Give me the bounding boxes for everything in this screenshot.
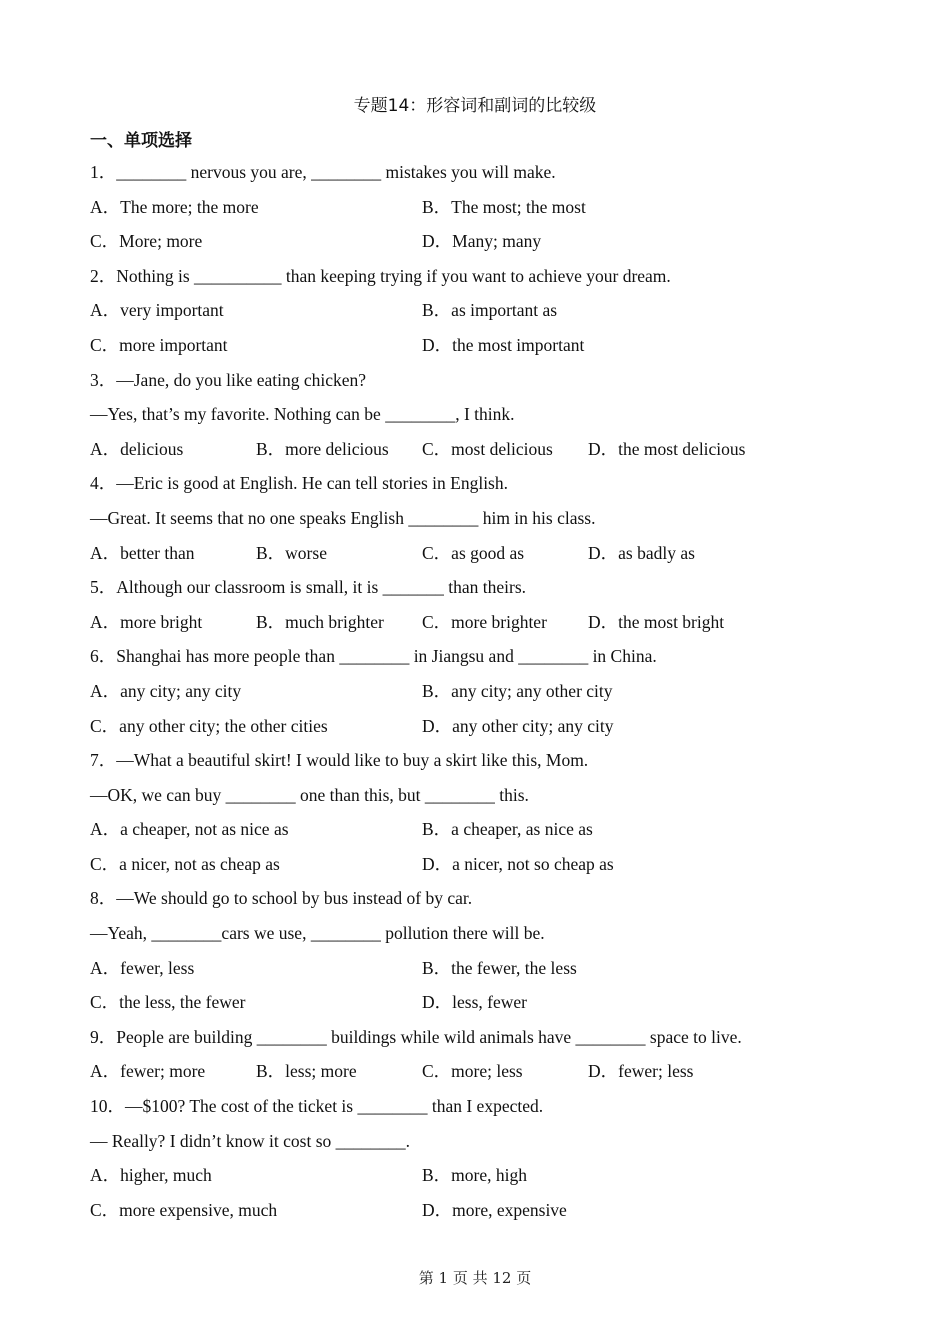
answer-option: C．more important (90, 334, 228, 355)
section-heading: 一、单项选择 (90, 131, 192, 151)
question-line: 10．—$100? The cost of the ticket is ________ than I expected. (90, 1096, 544, 1117)
answer-option: B．less; more (256, 1061, 357, 1082)
answer-option: A．higher, much (90, 1165, 212, 1186)
answer-option: D．a nicer, not so cheap as (422, 853, 614, 874)
question-line: — Really? I didn’t know it cost so ________. (90, 1130, 410, 1151)
answer-option: B．a cheaper, as nice as (422, 819, 593, 840)
answer-option: C．as good as (422, 542, 525, 563)
answer-option: C．more expensive, much (90, 1199, 278, 1220)
question-line: —Great. It seems that no one speaks English ________ him in his class. (90, 507, 596, 528)
answer-option: B．more delicious (256, 438, 389, 459)
options-row (90, 674, 870, 709)
answer-option: A．The more; the more (90, 196, 259, 217)
question-line: —OK, we can buy ________ one than this, but ________ this. (90, 784, 529, 805)
options-row (90, 605, 870, 640)
options-row (90, 328, 870, 363)
answer-option: D．the most delicious (588, 438, 746, 459)
answer-option: B．any city; any other city (422, 680, 613, 701)
answer-option: B．as important as (422, 300, 558, 321)
answer-option: D．any other city; any city (422, 715, 614, 736)
answer-option: B．much brighter (256, 611, 384, 632)
options-row (90, 709, 870, 744)
answer-option: D．as badly as (588, 542, 695, 563)
answer-option: C．More; more (90, 231, 203, 252)
answer-option: C．most delicious (422, 438, 553, 459)
question-line: 9．People are building ________ buildings while wild animals have ________ space to live. (90, 1026, 742, 1047)
answer-option: A．a cheaper, not as nice as (90, 819, 289, 840)
question-line: 3．—Jane, do you like eating chicken? (90, 369, 367, 390)
question-line: —Yeah, ________cars we use, ________ pollution there will be. (90, 923, 545, 944)
answer-option: A．fewer, less (90, 957, 195, 978)
question-line: 8．—We should go to school by bus instead of by car. (90, 888, 473, 909)
answer-option: A．fewer; more (90, 1061, 206, 1082)
question-line: 6．Shanghai has more people than ________ in Jiangsu and ________ in China. (90, 646, 657, 667)
answer-option: C．the less, the fewer (90, 992, 246, 1013)
options-row (90, 985, 870, 1020)
answer-option: B．more, high (422, 1165, 527, 1186)
options-row (90, 293, 870, 328)
answer-option: B．worse (256, 542, 327, 563)
question-line: 5．Although our classroom is small, it is _______ than theirs. (90, 577, 527, 598)
question-line: 7．—What a beautiful skirt! I would like to buy a skirt like this, Mom. (90, 750, 589, 771)
question-line: 1．________ nervous you are, ________ mistakes you will make. (90, 162, 556, 182)
options-row (90, 536, 870, 571)
answer-option: D．the most bright (588, 611, 725, 632)
answer-option: D．less, fewer (422, 992, 527, 1013)
answer-option: A．very important (90, 300, 224, 321)
question-line: 2．Nothing is __________ than keeping trying if you want to achieve your dream. (90, 265, 671, 286)
options-row (90, 224, 870, 259)
question-line: —Yes, that’s my favorite. Nothing can be ________, I think. (90, 404, 515, 425)
answer-option: B．The most; the most (422, 196, 586, 217)
options-row (90, 190, 870, 225)
answer-option: B．the fewer, the less (422, 957, 577, 978)
answer-option: C．a nicer, not as cheap as (90, 853, 280, 874)
question-line: 4．—Eric is good at English. He can tell stories in English. (90, 473, 508, 494)
options-row (90, 1054, 870, 1089)
answer-option: C．more; less (422, 1061, 523, 1082)
options-row (90, 1158, 870, 1193)
page-footer: 第 1 页 共 12 页 (418, 1269, 532, 1287)
answer-option: C．any other city; the other cities (90, 715, 328, 736)
options-row (90, 432, 870, 467)
options-row (90, 847, 870, 882)
options-row (90, 1193, 870, 1228)
answer-option: A．delicious (90, 438, 184, 459)
question-list (90, 155, 870, 1227)
answer-option: C．more brighter (422, 611, 547, 632)
page-title: 专题14：形容词和副词的比较级 (353, 96, 597, 116)
answer-option: A．better than (90, 542, 195, 563)
options-row (90, 951, 870, 986)
answer-option: A．any city; any city (90, 680, 242, 701)
answer-option: D．Many; many (422, 231, 542, 252)
answer-option: D．more, expensive (422, 1199, 567, 1220)
answer-option: A．more bright (90, 611, 203, 632)
answer-option: D．fewer; less (588, 1061, 694, 1082)
answer-option: D．the most important (422, 334, 585, 355)
options-row (90, 812, 870, 847)
